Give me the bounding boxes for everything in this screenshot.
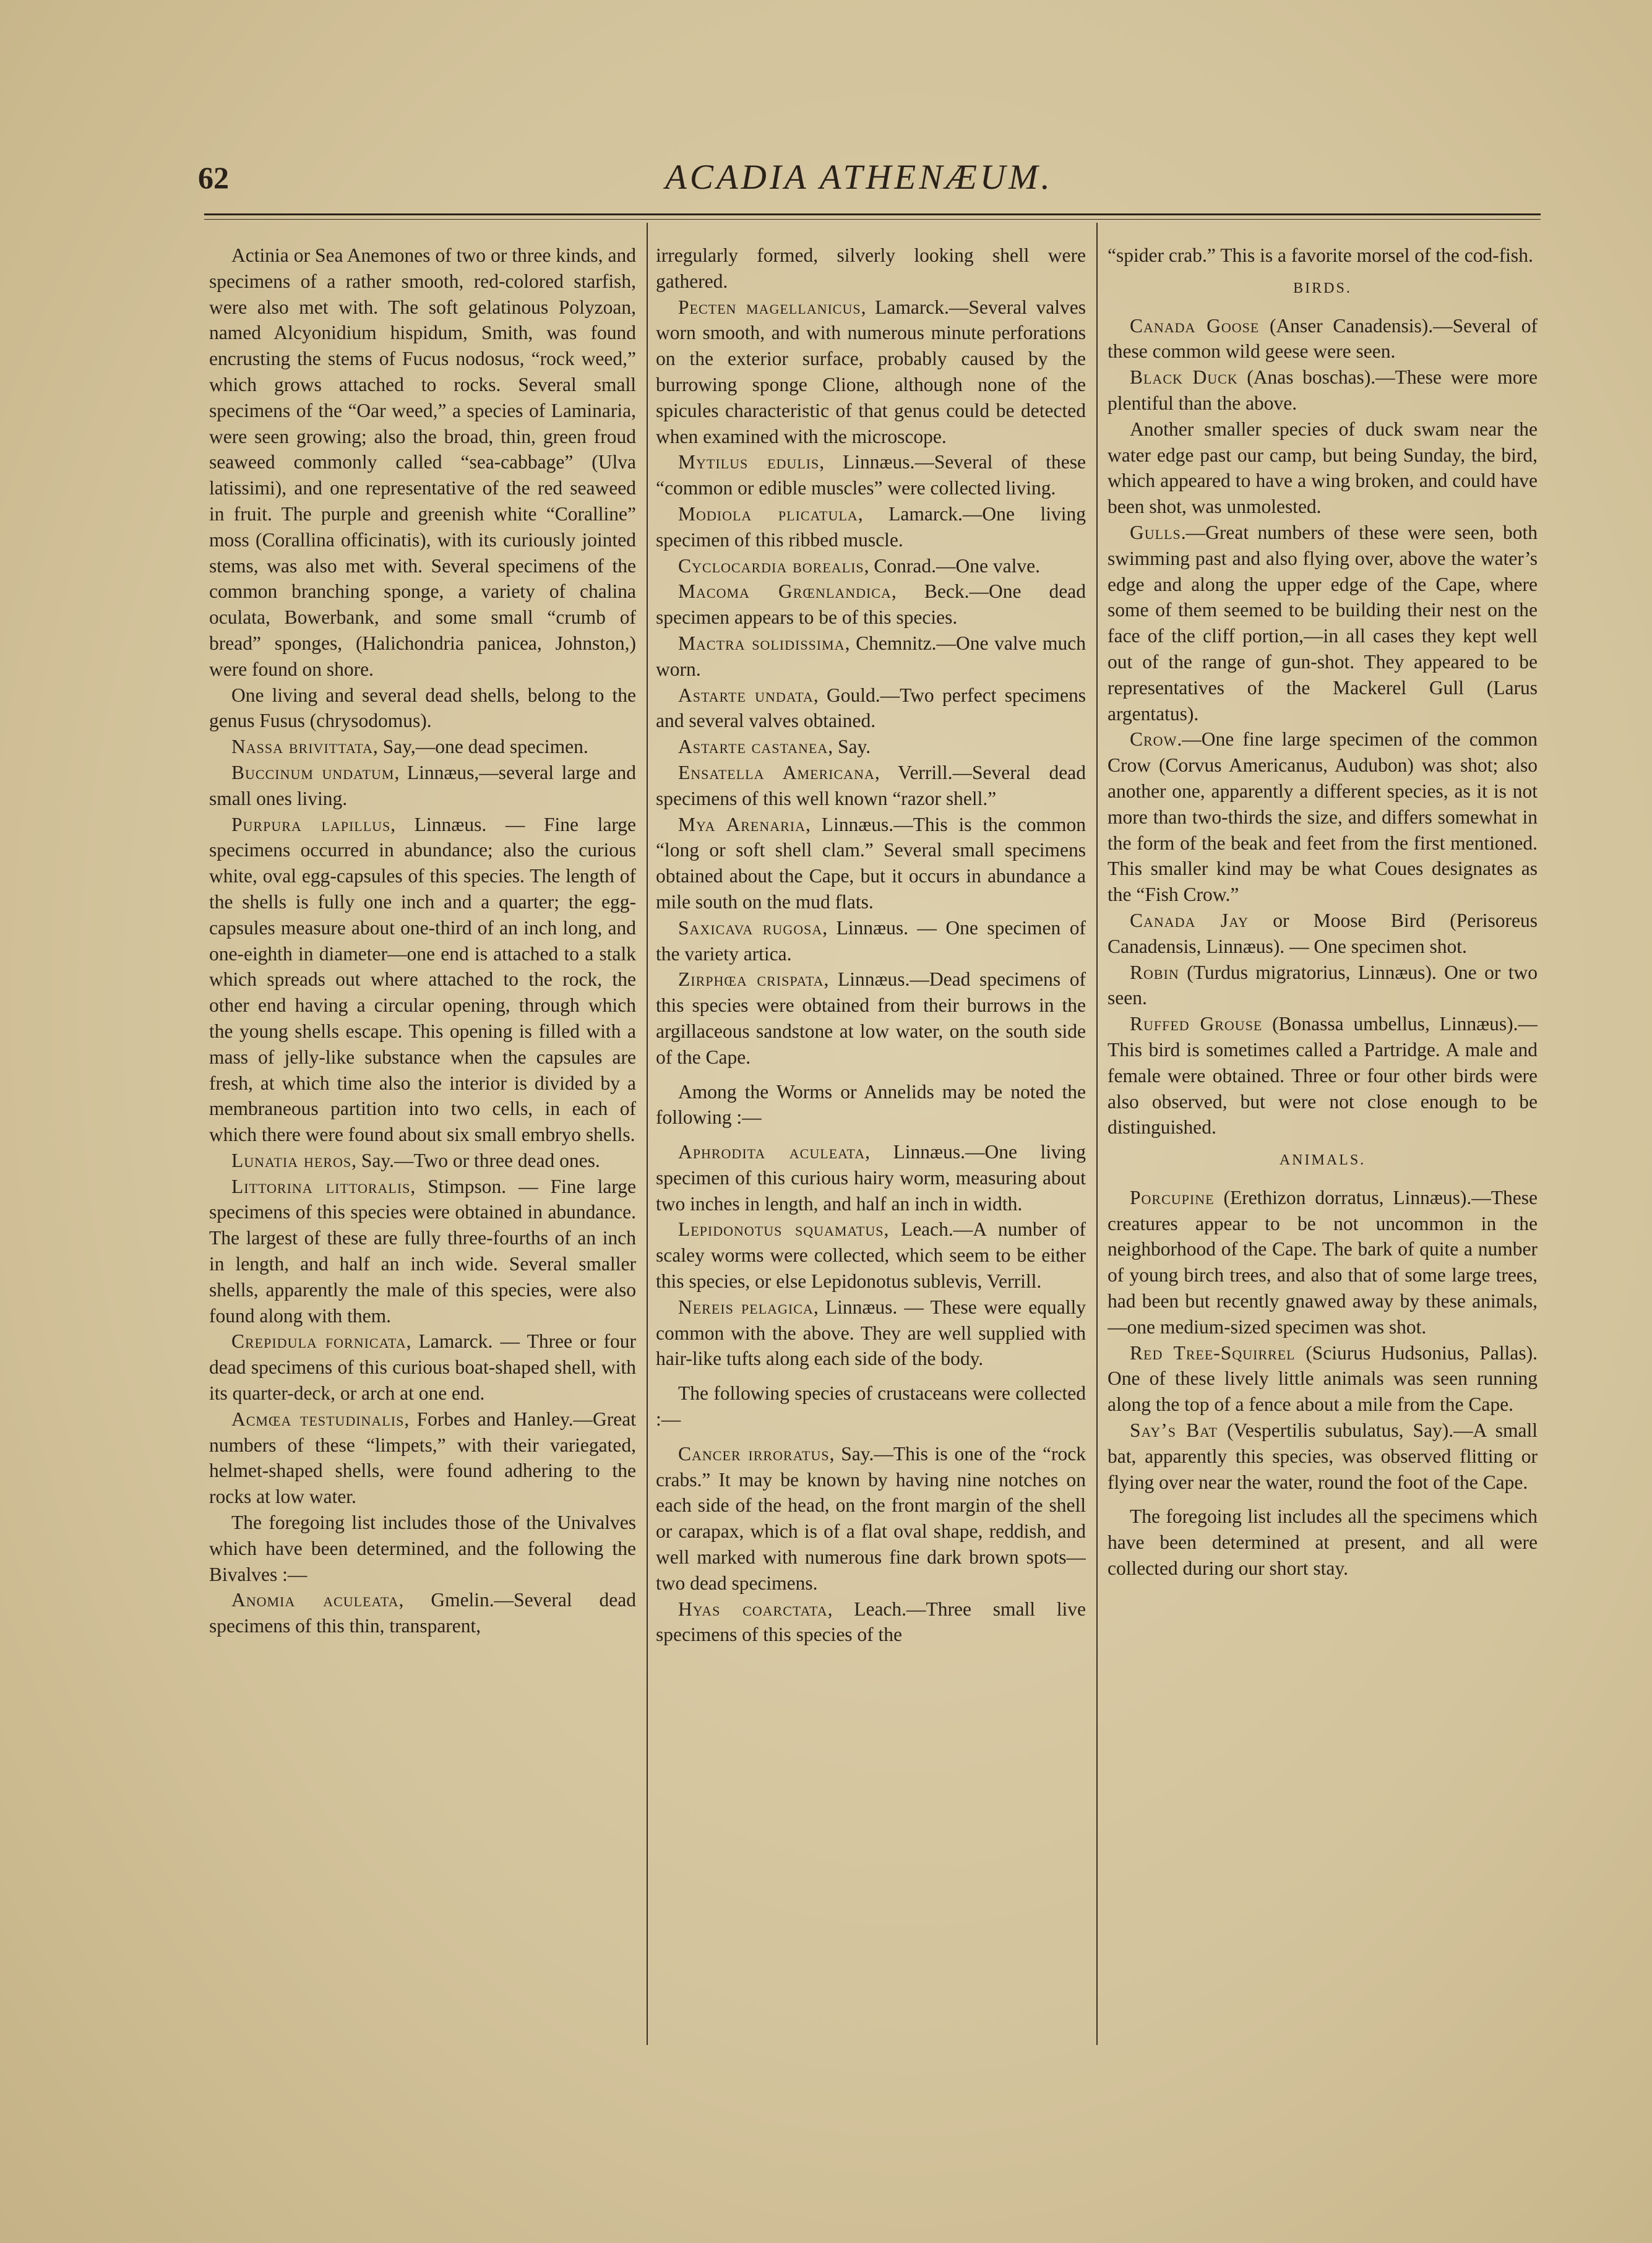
entry-text: , Linnæus.—This is the common “long or soft shell clam.” Several small specimens obtained about the Cape, but it occurs in abundance a mile south on the mud flats. <box>656 813 1086 913</box>
entry-text: , Linnæus.—Dead specimens of this species were obtained from their burrows in the argillaceous sandstone at low water, on the south side of the Cape. <box>656 968 1086 1068</box>
entry-text: The foregoing list includes all the specimens which have been determined at present, and all were collected during our short stay. <box>1108 1505 1538 1580</box>
entry-text: , Gould.—Two perfect specimens and several valves obtained. <box>656 684 1086 732</box>
entry-text: , Say.—Two or three dead ones. <box>351 1149 600 1171</box>
species-name: Crepidula fornicata <box>231 1330 407 1353</box>
body-paragraph <box>656 1079 1086 1131</box>
species-entry <box>656 1596 1086 1648</box>
entry-text: , Linnæus. — These were equally common with the above. They are well supplied with hair-like tufts along each side of the body. <box>656 1296 1086 1370</box>
species-entry <box>656 1139 1086 1216</box>
species-name: Lunatia heros <box>231 1149 352 1171</box>
text-column-2 <box>656 243 1086 2056</box>
species-name: Ruffed Grouse <box>1130 1013 1263 1035</box>
section-heading: ANIMALS. <box>1279 1152 1366 1169</box>
entry-text: (Bonassa umbellus, Linnæus).—This bird is sometimes called a Partridge. A male and female were obtained. Three or four other birds were also observed, but were not close enough to be distinguished. <box>1108 1013 1538 1139</box>
entry-text: , Leach.—A number of scaley worms were collected, which seem to be either this species, or else Lepidonotus sublevis, Verrill. <box>656 1218 1086 1293</box>
species-name: Saxicava rugosa <box>678 916 823 939</box>
entry-text: .—One fine large specimen of the common Crow (Corvus Americanus, Audubon) was shot; also another one, apparently a different species, as it is not more than two-thirds the size, and differs somewhat in the form of the beak and feet from the first mentioned. This smaller kind may be what Coues designates as the “Fish Crow.” <box>1108 728 1538 906</box>
body-paragraph <box>209 682 636 734</box>
species-name: Canada Goose <box>1130 314 1260 337</box>
species-entry <box>656 295 1086 450</box>
species-name: Acmœa testudinalis <box>231 1408 405 1430</box>
entry-text: Among the Worms or Annelids may be noted the following :— <box>656 1080 1086 1129</box>
entry-text: , Lamarck. — Three or four dead specimens of this curious boat-shaped shell, with its quarter-deck, or arch at one end. <box>209 1330 636 1405</box>
entry-text: (Anas boschas).—These were more plentiful than the above. <box>1108 366 1538 414</box>
species-name: Mytilus edulis <box>678 451 820 473</box>
entry-text: , Lamarck.—Several valves worn smooth, and with numerous minute perforations on the exterior surface, probably caused by the burrowing sponge Clione, although none of the spicules characteristic of that genus could be detected when examined with the microscope. <box>656 296 1086 447</box>
species-name: Astarte castanea <box>678 736 828 758</box>
species-name: Cancer irroratus <box>678 1442 830 1465</box>
entry-text: Actinia or Sea Anemones of two or three kinds, and specimens of a rather smooth, red-colored starfish, were also met with. The soft gelatinous Polyzoan, named Alcyonidium hispidum, Smith, was found encrusting the stems of Fucus nodosus, “rock weed,” which grows attached to rocks. Several small specimens of the “Oar weed,” a species of Laminaria, were seen growing; also the broad, thin, green froud seaweed commonly called “sea-cabbage” (Ulva latissimi), and one representative of the red seaweed in fruit. The purple and greenish white “Coralline” moss (Corallina officinatis), with its curiously jointed stems, was also met with. Several specimens of the common branching sponge, a variety of chalina oculata, Bowerbank, and some small “crumb of bread” sponges, (Halichondria panicea, Johnston,) were found on shore. <box>209 244 636 680</box>
entry-text: .—Great numbers of these were seen, both swimming past and also flying over, above the water’s edge and along the upper edge of the Cape, where some of them seemed to be building their nest on the face of the cliff portion,—in all cases they kept well out of the range of gun-shot. They appeared to be representatives of the Mackerel Gull (Larus argentatus). <box>1108 521 1538 725</box>
species-entry <box>1108 364 1538 416</box>
species-entry <box>656 1294 1086 1372</box>
species-entry <box>1108 960 1538 1012</box>
entry-text: , Say. <box>828 736 871 758</box>
species-entry <box>656 449 1086 501</box>
text-column-3 <box>1108 243 1538 2056</box>
entry-text: , Leach.—Three small live specimens of this species of the <box>656 1598 1086 1646</box>
species-entry <box>656 1216 1086 1294</box>
species-name: Red Tree-Squirrel <box>1130 1341 1296 1364</box>
species-entry <box>656 760 1086 812</box>
species-name: Hyas coarctata <box>678 1598 828 1620</box>
species-name: Aphrodita aculeata <box>678 1141 866 1163</box>
species-name: Nassa brivittata <box>231 736 373 758</box>
entry-text: or Moose Bird (Perisoreus Canadensis, Linnæus). — One specimen shot. <box>1108 909 1538 957</box>
entry-text: , Chemnitz.—One valve much worn. <box>656 632 1086 680</box>
body-paragraph <box>656 243 1086 295</box>
entry-text: , Say,—one dead specimen. <box>372 736 588 758</box>
header-rule-thin <box>204 219 1541 220</box>
species-entry <box>656 967 1086 1070</box>
species-entry <box>1108 520 1538 726</box>
entry-text: , Lamarck.—One living specimen of this ribbed muscle. <box>656 502 1086 551</box>
species-entry <box>1108 1340 1538 1418</box>
species-entry <box>656 553 1086 579</box>
body-paragraph <box>209 243 636 682</box>
species-entry <box>656 682 1086 734</box>
species-entry <box>656 812 1086 915</box>
body-paragraph <box>209 1510 636 1587</box>
species-entry <box>209 1328 636 1406</box>
species-name: Gulls <box>1130 521 1181 543</box>
entry-text: , Stimpson. — Fine large specimens of this species were obtained in abundance. The largest of these are fully three-fourths of an inch in length, and half an inch wide. Several smaller shells, apparently the male of this species, were also found along with them. <box>209 1175 636 1327</box>
species-name: Buccinum undatum <box>231 761 395 783</box>
body-paragraph <box>1108 243 1538 269</box>
text-column-1 <box>209 243 636 2056</box>
entry-text: , Beck.—One dead specimen appears to be of this species. <box>656 580 1086 629</box>
species-name: Robin <box>1130 961 1179 983</box>
species-entry <box>1108 726 1538 908</box>
species-name: Purpura lapillus <box>231 813 391 835</box>
entry-text: , Gmelin.—Several dead specimens of this thin, transparent, <box>209 1589 636 1637</box>
species-entry <box>656 501 1086 553</box>
species-name: Ensatella Americana <box>678 761 875 783</box>
entry-text: , Forbes and Hanley.—Great numbers of these “limpets,” with their variegated, helmet-shaped shells, were found adhering to the rocks at low water. <box>209 1408 636 1508</box>
entry-text: , Verrill.—Several dead specimens of this well known “razor shell.” <box>656 761 1086 809</box>
species-name: Modiola plicatula <box>678 502 858 525</box>
entry-text: (Erethizon dorratus, Linnæus).—These creatures appear to be not uncommon in the neighborhood of the Cape. The bark of quite a number of young birch trees, and also that of some large trees, had been but recently gnawed away by these animals,—one medium-sized specimen was shot. <box>1108 1186 1538 1338</box>
page-number: 62 <box>198 160 229 195</box>
species-entry <box>656 579 1086 631</box>
body-paragraph <box>1108 416 1538 520</box>
entry-text: Another smaller species of duck swam near the water edge past our camp, but being Sunday, the bird, which appeared to have a wing broken, and could have been shot, was unmolested. <box>1108 418 1538 518</box>
species-entry <box>209 760 636 812</box>
species-name: Cyclocardia borealis <box>678 554 864 577</box>
species-name: Macoma Grœnlandica <box>678 580 892 603</box>
species-name: Zirphœa crispata <box>678 968 824 991</box>
species-name: Pecten magellanicus <box>678 296 861 318</box>
species-name: Anomia aculeata <box>231 1589 399 1611</box>
column-divider <box>647 223 648 2045</box>
species-entry <box>1108 1011 1538 1140</box>
entry-text: “spider crab.” This is a favorite morsel of the cod-fish. <box>1108 244 1533 266</box>
entry-text: , Linnæus. — Fine large specimens occurred in abundance; also the curious white, oval egg-capsules of this species. The length of the shells is fully one inch and a quarter; the egg-capsules measure about one-third of an inch long, and one-eighth in diameter—one end is attached to a stalk which spreads out where attached to the rock, the other end having a circular opening, through which the young shells escape. This opening is filled with a mass of jelly-like substance when the capsules are fresh, at which time also the interior is divided by a membraneous partition into two cells, in each of which there were found about six small embryo shells. <box>209 813 636 1146</box>
page-header <box>198 160 1559 203</box>
species-name: Astarte undata <box>678 684 814 706</box>
body-paragraph <box>656 1380 1086 1432</box>
species-entry <box>656 1441 1086 1596</box>
species-name: Lepidonotus squamatus <box>678 1218 884 1241</box>
entry-text: , Linnæus,—several large and small ones living. <box>209 761 636 809</box>
entry-text: , Linnæus.—Several of these “common or edible muscles” were collected living. <box>656 451 1086 499</box>
entry-text: The following species of crustaceans were collected :— <box>656 1382 1086 1431</box>
species-entry <box>209 812 636 1148</box>
species-name: Porcupine <box>1130 1186 1215 1208</box>
species-entry <box>1108 313 1538 365</box>
species-name: Crow <box>1130 728 1177 751</box>
entry-text: (Sciurus Hudsonius, Pallas). One of these lively little animals was seen running along the top of a fence about a mile from the Cape. <box>1108 1341 1538 1416</box>
entry-text: , Linnæus.—One living specimen of this curious hairy worm, measuring about two inches in length, and half an inch in width. <box>656 1141 1086 1215</box>
species-name: Nereis pelagica <box>678 1296 814 1318</box>
species-name: Mactra solidissima <box>678 632 845 654</box>
species-entry <box>1108 1418 1538 1495</box>
entry-text: (Anser Canadensis).—Several of these common wild geese were seen. <box>1108 314 1538 363</box>
body-paragraph <box>1108 1504 1538 1581</box>
entry-text: The foregoing list includes those of the Univalves which have been determined, and the following the Bivalves :— <box>209 1512 636 1585</box>
species-name: Say’s Bat <box>1130 1419 1218 1442</box>
entry-text: (Vespertilis subulatus, Say).—A small bat, apparently this species, was observed flitting or flying over near the water, round the foot of the Cape. <box>1108 1419 1538 1493</box>
column-divider <box>1096 223 1098 2045</box>
species-entry <box>209 1148 636 1174</box>
species-name: Mya Arenaria <box>678 813 806 835</box>
entry-text: (Turdus migratorius, Linnæus). One or two seen. <box>1108 961 1538 1009</box>
journal-title: ACADIA ATHENÆUM. <box>665 158 1053 197</box>
header-rule <box>204 213 1541 215</box>
entry-text: , Conrad.—One valve. <box>864 554 1040 577</box>
species-entry <box>1108 908 1538 960</box>
species-name: Black Duck <box>1130 366 1238 389</box>
species-entry <box>209 1587 636 1639</box>
species-entry <box>656 631 1086 682</box>
species-entry <box>656 915 1086 967</box>
species-entry <box>209 734 636 760</box>
entry-text: One living and several dead shells, belong to the genus Fusus (chrysodomus). <box>209 684 636 732</box>
species-entry <box>209 1174 636 1329</box>
species-entry <box>1108 1185 1538 1340</box>
entry-text: , Say.—This is one of the “rock crabs.” It may be known by having nine notches on each side of the head, on the front margin of the shell or carapax, which is of a flat oval shape, reddish, and well marked with numerous fine dark brown spots—two dead specimens. <box>656 1442 1086 1594</box>
entry-text: , Linnæus. — One specimen of the variety artica. <box>656 916 1086 965</box>
species-entry <box>656 734 1086 760</box>
section-heading: BIRDS. <box>1293 280 1352 296</box>
species-name: Littorina littoralis <box>231 1175 411 1197</box>
entry-text: irregularly formed, silverly looking shell were gathered. <box>656 244 1086 292</box>
species-name: Canada Jay <box>1130 909 1249 931</box>
species-entry <box>209 1406 636 1510</box>
